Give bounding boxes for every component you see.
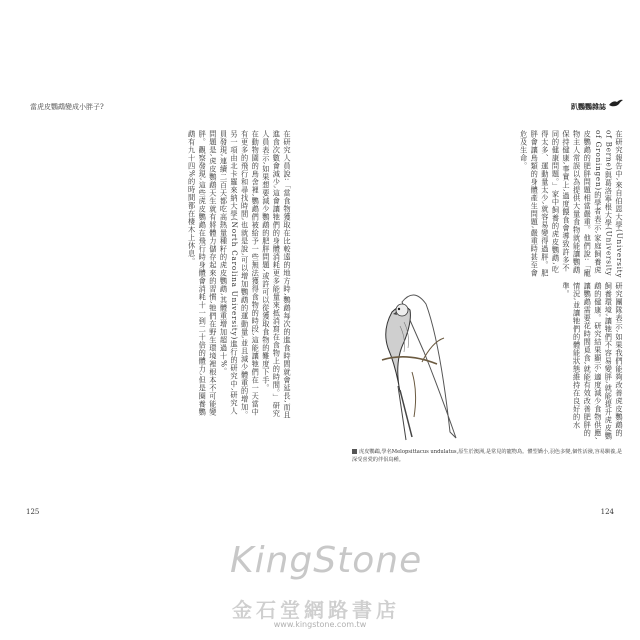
caption-marker-icon: [352, 449, 357, 454]
figure-caption-text: 虎皮鸚鵡,學名Melopsittacus undulatus,原生於澳洲,是常見的寵物鳥。體型嬌小,羽色多變,個性活潑,容易馴養,是深受喜愛的伴侶鳥種。: [352, 449, 623, 463]
left-page-number: 125: [26, 508, 40, 516]
figure-caption: [352, 448, 624, 464]
left-page-body-text: 在研究人員說:「當食物獲取在比較遠的地方時,鸚鵡每次的進食時間就會延長,而且進食次數會減少,這會讓牠們的身體消耗更多能量來抵消寫在食物上的時間。」研究人員表示,如果想要減少鸚鵡的肥胖問題,或許可以從獲取食物的難度下手。 在動物園的鳥舍裡,鸚鵡們被給予一些無法獲得食物的時段,這能讓牠們在一天當中有更多的飛行和尋找時間,也就是說,可以增加鸚鵡的運動量,並且減少體重的增加。 另一項由北卡羅來納大學(North Carolina University)進行的研究中,研究人員發現,連續二百天都吃高熱量種籽的虎皮鸚鵡,其體重增加超過十%。 問題是,虎皮鸚鵡天生就有將體力儲存起來的習慣,牠們在野生環境裡根本不可能變胖。觀察發現,這些虎皮鸚鵡在飛行時身體會消耗十一到二十倍的體力,但是圈養鸚鵡有九十四%的時間都在棲木上休息。: [187, 130, 292, 420]
watermark-logo: KingStone: [230, 540, 423, 581]
right-page-body-text-top: 在研究報告中,來自伯恩大學(University of Berne)與葛洛寧根大學(University of Groningen)的學者表示,家庭飼養虎皮鸚鵡的肥胖問題相當嚴重。他們說:「寵物主人常誤以為提供大量食物就能讓鸚鵡保持健康,事實上,過度餵食會導致許多不同的健康問題。」家中飼養的虎皮鸚鵡,吃得太多、運動量太少,就容易變得過胖。肥胖會讓鳥類的身體產生問題,嚴重時甚至會危及生命。: [519, 130, 624, 282]
right-page-body-text-middle: 研究團隊表示,如果我們能夠改善虎皮鸚鵡的飼養環境,讓牠們不容易變胖,就能提升虎皮鸚鵡的健康。研究結果顯示,適度減少食物供應,讓鸚鵡需要花時間覓食,就能有效改善肥胖的情況,並讓牠們的體能狀態維持在良好的水準。: [562, 282, 624, 441]
right-page-number: 124: [600, 508, 614, 516]
left-running-head: 當虎皮鸚鵡變成小胖子?: [30, 103, 104, 111]
running-head-bird-icon: [608, 98, 624, 108]
right-running-head: 趴鸚鸚雜誌: [571, 102, 606, 111]
watermark-url: www.kingstone.com.tw: [273, 620, 367, 629]
watermark-store-name: 金石堂網路書店: [232, 598, 400, 622]
